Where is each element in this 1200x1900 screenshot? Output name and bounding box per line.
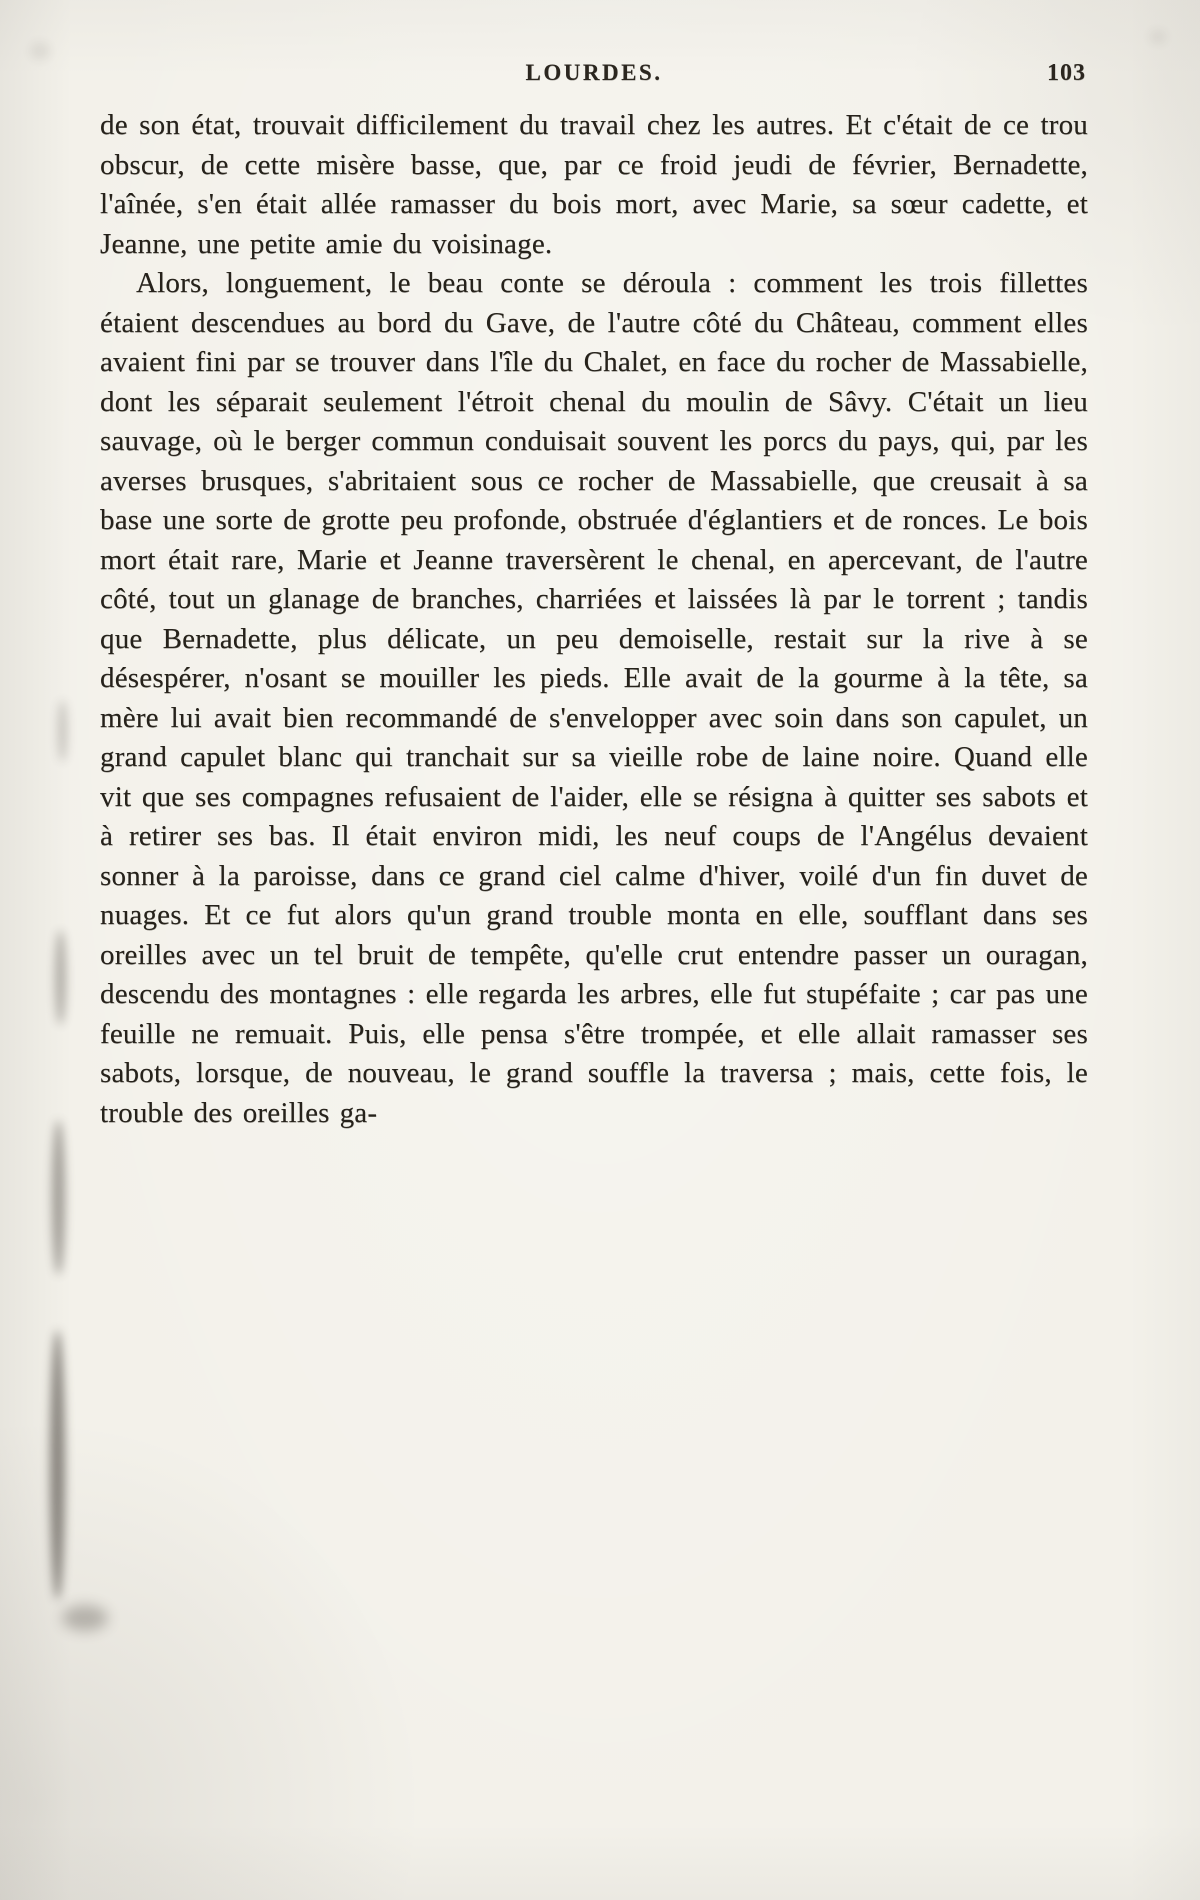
paragraph: de son état, trouvait difficilement du travail chez les autres. Et c'était de ce trou obscur, de cette misère basse, que, par ce froid jeudi de février, Bernadette, l'aînée, s'en était allée ramasser du bois mort, avec Marie, sa sœur cadette, et Jeanne, une petite amie du voisinage. <box>100 109 1088 260</box>
scan-smudge <box>30 42 50 60</box>
text-block <box>100 106 1088 1133</box>
scan-smudge <box>50 1330 65 1600</box>
scan-smudge <box>55 930 66 1025</box>
paragraph: Alors, longuement, le beau conte se déroula : comment les trois fillettes étaient descendues au bord du Gave, de l'autre côté du Château, comment elles avaient fini par se trouver dans l'île du Chalet, en face du rocher de Massabielle, dont les séparait seulement l'étroit chenal du moulin de Sâvy. C'était un lieu sauvage, où le berger commun conduisait souvent les porcs du pays, qui, par les averses brusques, s'abritaient sous ce rocher de Massabielle, que creusait à sa base une sorte de grotte peu profonde, obstruée d'églantiers et de ronces. Le bois mort était rare, Marie et Jeanne traversèrent le chenal, en apercevant, de l'autre côté, tout un glanage de branches, charriées et laissées là par le torrent ; tandis que Bernadette, plus délicate, un peu demoiselle, restait sur la rive à se désespérer, n'osant se mouiller les pieds. Elle avait de la gourme à la tête, sa mère lui avait bien recommandé de s'envelopper avec soin dans son capulet, un grand capulet blanc qui tranchait sur sa vieille robe de laine noire. Quand elle vit que ses compagnes refusaient de l'aider, elle se résigna à quitter ses sabots et à retirer ses bas. Il était environ midi, les neuf coups de l'Angélus devaient sonner à la paroisse, dans ce grand ciel calme d'hiver, voilé d'un fin duvet de nuages. Et ce fut alors qu'un grand trouble monta en elle, soufflant dans ses oreilles avec un tel bruit de tempête, qu'elle crut entendre passer un ouragan, descendu des montagnes : elle regarda les arbres, elle fut stupéfaite ; car pas une feuille ne remuait. Puis, elle pensa s'être trompée, et elle allait ramasser ses sabots, lorsque, de nouveau, le grand souffle la traversa ; mais, cette fois, le trouble des oreilles ga- <box>100 267 1088 1129</box>
running-title: LOURDES. <box>525 60 663 85</box>
scan-smudge <box>62 1605 108 1631</box>
page-number: 103 <box>1047 60 1086 86</box>
page-header <box>100 60 1088 94</box>
scan-smudge <box>58 700 67 762</box>
scan-smudge <box>52 1120 65 1275</box>
scan-smudge <box>1150 30 1166 44</box>
